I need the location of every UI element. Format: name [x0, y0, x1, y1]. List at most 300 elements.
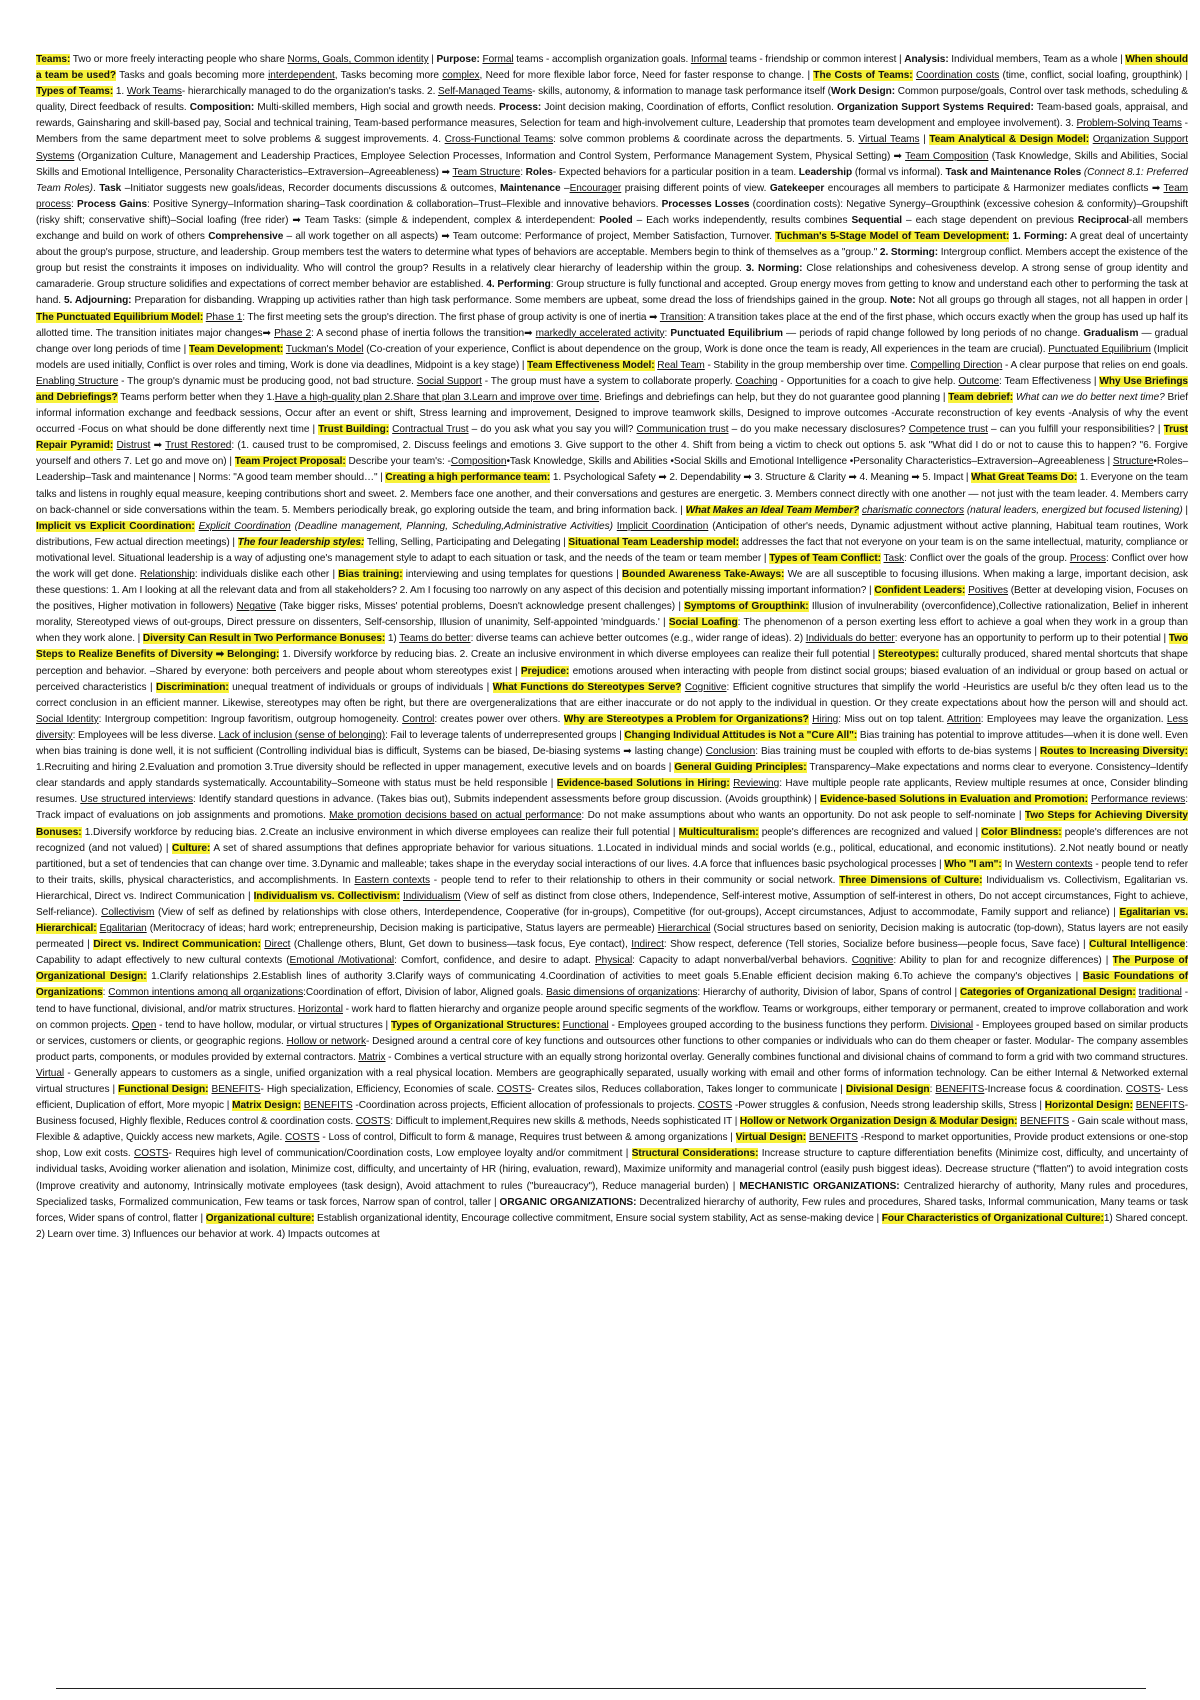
body-text: 1. Psychological Safety ➡ 2. Dependability ➡ 3. Structure & Clarity ➡ 4. Meaning ➡ 5. Impact | — [550, 472, 972, 484]
section-heading: Diversity Can Result in Two Performance Bonuses: — [142, 633, 386, 645]
body-text: — gradual change over long periods of time | — [36, 327, 1188, 355]
emphasized-text: Virtual Teams — [858, 134, 920, 146]
emphasized-text: Reviewing — [733, 778, 780, 790]
emphasized-text: interdependent — [268, 70, 335, 82]
section-heading: Three Dimensions of Culture: — [839, 874, 983, 886]
emphasized-text: Social Identity — [36, 713, 99, 725]
body-text: A great deal of uncertainty about the group's purpose, structure, and leadership. Group members test the waters to determine what types of behaviors are acceptable. Members begin to think of themselves as a "group." — [36, 231, 1188, 259]
section-heading: Team debrief: — [948, 391, 1014, 403]
notes-paragraph — [36, 52, 1188, 1243]
section-heading: Changing Individual Attitudes is Not a "Cure All": — [624, 729, 858, 741]
emphasized-text: Punctuated Equilibrium — [1048, 343, 1151, 355]
emphasized-text: Process Gains — [77, 198, 148, 210]
body-text: Two or more freely interacting people who share — [70, 54, 288, 65]
emphasized-text: Sequential — [851, 214, 903, 226]
section-heading: Functional Design: — [118, 1084, 209, 1095]
section-heading: Stereotypes: — [878, 649, 939, 661]
emphasized-text: Functional — [562, 1019, 609, 1031]
body-text: - skills, autonomy, & information to manage task performance itself ( — [532, 86, 831, 98]
body-text: - Employees grouped based on similar products or services, customers or clients, or geographic regions. — [36, 1019, 1188, 1047]
section-heading: Why are Stereotypes a Problem for Organizations? — [563, 713, 809, 725]
emphasized-text: Indirect — [631, 939, 664, 951]
emphasized-text: Eastern contexts — [354, 874, 430, 886]
body-text: (Take bigger risks, Misses' potential problems, Doesn't acknowledge present challenges) | — [275, 601, 685, 613]
body-text: : — [71, 198, 78, 210]
emphasized-text: 2. Storming: — [879, 247, 939, 259]
body-text: -all members exchange and build on work of others — [36, 214, 1189, 243]
body-text: teams - friendship or common interest | — [726, 54, 905, 65]
body-text: - Less efficient, Duplication of effort, More myopic | — [36, 1084, 1188, 1112]
cheat-sheet-text — [36, 52, 1188, 1243]
emphasized-text: Positives — [968, 585, 1009, 597]
section-heading: Implicit vs Explicit Coordination: — [36, 520, 195, 532]
body-text: Preparation for disbanding. Wrapping up activities rather than high task performance. Some members are upbeat, some dread the loss of friendships gained in the group. — [131, 295, 890, 307]
body-text: (View of self as defined by relationships with close others, Interdependence, Cooperative (for in-groups), Competitive (for out-groups), Accept circumstances, Adjust to accommodate, Family support and reliance) | — [154, 906, 1120, 918]
body-text: : The first meeting sets the group's direction. The first phase of group activity is one of inertia ➡ — [242, 311, 660, 323]
section-heading: Two Steps to Realize Benefits of Diversity ➡ Belonging: — [36, 633, 1188, 661]
emphasized-text: Phase 2 — [274, 327, 312, 339]
emphasized-text: BENEFITS — [1135, 1100, 1185, 1112]
body-text: - A clear purpose that relies on end goals. — [1002, 359, 1188, 371]
body-text: : Have multiple people rate applicants, Review multiple resumes at once, Consider blinding resumes. — [36, 778, 1189, 806]
emphasized-text: COSTS — [496, 1084, 532, 1095]
body-text: 1) Shared concept. 2) Learn over time. 3) Influences our behavior at work. 4) Impacts outcomes at — [36, 1212, 1188, 1240]
section-heading: Color Blindness: — [981, 826, 1062, 838]
body-text: (Challenge others, Blunt, Get down to business—task focus, Eye contact), — [290, 939, 632, 951]
emphasized-text: Virtual — [36, 1067, 65, 1079]
body-text: – do you ask what you say you will? — [468, 424, 637, 436]
emphasized-text: markedly accelerated activity — [535, 327, 665, 339]
section-heading: Categories of Organizational Design: — [959, 987, 1136, 999]
section-heading: Culture: — [172, 842, 211, 854]
body-text: (time, conflict, social loafing, groupthink) | — [999, 70, 1188, 82]
emphasized-text: Work Teams — [126, 86, 182, 98]
section-heading: Virtual Design: — [735, 1132, 807, 1144]
body-text: : Hierarchy of authority, Division of labor, Spans of control | — [697, 987, 960, 999]
emphasized-text: Work Design: — [830, 86, 896, 98]
body-text: Telling, Selling, Participating and Delegating | — [364, 536, 569, 548]
emphasized-text: Outcome — [958, 375, 1000, 387]
body-text: (Anticipation of other's needs, Dynamic adjustment without active planning, Habitual team routines, Work distributions, Few actual direction meetings) | — [36, 520, 1188, 548]
section-heading: Why Use Briefings and Debriefings? — [36, 375, 1188, 403]
body-text: : Employees will be less diverse. — [72, 729, 219, 741]
body-text: - The group's dynamic must be producing good, not bad structure. — [118, 375, 417, 387]
body-text: - work hard to flatten hierarchy and organize people around specific segments of the workflow. Teams or workgroups, either temporary or permanent, created to improve collaboration and work on common projects. — [36, 1003, 1188, 1031]
body-text: : — [102, 987, 109, 999]
body-text: , Need for more flexible labor force, Need for faster response to change. | — [479, 70, 814, 82]
emphasized-text: Relationship — [139, 569, 195, 580]
emphasized-text: Compelling Direction — [910, 359, 1003, 371]
body-text: : Team Effectiveness | — [999, 375, 1100, 387]
section-heading: What Makes an Ideal Team Member? — [685, 504, 860, 516]
body-text: : — [520, 166, 526, 178]
section-heading: Two Steps for Achieving Diversity Bonuses: — [36, 810, 1188, 838]
body-text: : Do not make assumptions about who wants an opportunity. Do not ask people to self-nominate | — [581, 810, 1025, 822]
body-text: | — [428, 54, 437, 65]
emphasized-text: Have a high-quality plan 2.Share that plan 3.Learn and improve over time — [274, 391, 600, 403]
emphasized-text: COSTS — [285, 1132, 320, 1144]
emphasized-text: Maintenance — [499, 182, 561, 194]
body-text: : individuals dislike each other | — [194, 569, 339, 580]
body-text: : Conflict over the goals of the group. — [904, 552, 1070, 564]
emphasized-text: Purpose: — [436, 54, 480, 65]
section-heading: Types of Team Conflict: — [769, 552, 881, 564]
body-text: : creates power over others. — [434, 713, 564, 725]
emphasized-text: Contractual Trust — [392, 424, 469, 436]
body-text: –Initiator suggests new goals/ideas, Recorder documents discussions & outcomes, — [121, 182, 500, 194]
body-text: Brief informal information exchange and feedback sessions, Occur after an event or shift, Stress learning and improvement, Designed to improve teamwork skills, Designed to improve outcomes -Accurate reconstruction of key events -Analysis of why the event occurred -Focus on what should be done differently next time | — [36, 391, 1189, 436]
section-heading: Team Project Proposal: — [234, 456, 346, 468]
body-text: : Difficult to implement,Requires new skills & methods, Needs sophisticated IT | — [390, 1116, 740, 1128]
emphasized-text: Cognitive — [851, 955, 894, 967]
body-text: (Social structures based on seniority, Decision making is autocratic (top-down), Status layers are not easily permeated | — [36, 923, 1188, 951]
section-heading: Evidence-based Solutions in Evaluation and Promotion: — [820, 794, 1088, 806]
emphasized-text: BENEFITS — [808, 1132, 858, 1144]
emphasized-text: Pooled — [599, 214, 633, 226]
body-text: - High specialization, Efficiency, Economies of scale. — [260, 1084, 497, 1095]
body-text: : Miss out on top talent. — [838, 713, 948, 725]
emphasized-text: Reciprocal — [1077, 214, 1130, 226]
body-text: 1. Everyone on the team talks and listens in roughly equal measure, keeping contributions short and sweet. 2. Members face one another, and their conversations and gestures are energetic. 3. Members connect directly with one another — not just with the team leader. 4. Members carry on back-channel or side conversations within the team. 5. Members periodically break, go exploring outside the team, and bring information back. | — [36, 472, 1188, 516]
body-text: (Task Knowledge, Skills and Abilities, Social Skills and Emotional Intelligence, Personality Characteristics–Extraversion–Agreeableness) ➡ — [36, 150, 1189, 178]
body-text: : Show respect, deference (Tell stories, Socialize before business—people focus, Save face) | — [663, 939, 1090, 951]
emphasized-text: MECHANISTIC ORGANIZATIONS: — [739, 1180, 900, 1192]
emphasized-text: Formal — [482, 54, 514, 65]
emphasized-text: Lack of inclusion (sense of belonging) — [218, 729, 386, 741]
body-text: :Coordination of effort, Division of labor, Aligned goals. — [303, 987, 547, 999]
emphasized-text: 5. Adjourning: — [63, 295, 132, 307]
emphasized-text: Negative — [236, 601, 276, 613]
body-text: •Roles–Leadership–Task and maintenance | Norms: "A good team member should…" | — [36, 456, 1189, 484]
emphasized-text: Performance reviews — [1091, 794, 1186, 806]
emphasized-text: Organization Support Systems — [36, 134, 1188, 162]
body-text: : The phenomenon of a person exerting less effort to achieve a goal when they work in a group than when they work alone. | — [36, 617, 1188, 645]
body-text: Transparency–Make expectations and norms clear to everyone. Consistency–Identify clear standards and apply standards systematically. Accountability–Someone with status must be held responsible | — [36, 762, 1189, 790]
body-text: people's differences are not recognized (and not valued) | — [36, 826, 1188, 854]
emphasized-text: Common intentions among all organizations — [108, 987, 304, 999]
emphasized-text: Analysis: — [904, 54, 949, 65]
body-text: - tend to have hollow, modular, or virtual structures | — [156, 1019, 391, 1031]
body-text: (Co-creation of your experience, Conflict is about dependence on the group, Work is done once the team is ready, All experiences in the team are crucial). — [363, 343, 1049, 355]
emphasized-text: 3. Norming: — [745, 263, 803, 275]
emphasized-text: Team process — [36, 182, 1189, 210]
emphasized-text: Problem-Solving Teams — [1076, 118, 1182, 130]
body-text: ➡ — [150, 440, 166, 452]
body-text: : Conflict over how the work will get done. — [36, 552, 1188, 580]
body-text: | — [1182, 504, 1188, 516]
section-heading: Bounded Awareness Take-Aways: — [621, 569, 785, 580]
body-text: 1.Diversify workforce by reducing bias. 2.Create an inclusive environment in which diverse employees can realize their full potential | — [81, 826, 679, 838]
section-heading: Organizational culture: — [205, 1212, 315, 1224]
body-text: people's differences are recognized and valued | — [758, 826, 982, 838]
section-heading: Cultural Intelligence — [1089, 939, 1186, 951]
emphasized-text: Distrust — [116, 440, 151, 452]
body-text: unequal treatment of individuals or groups of individuals | — [228, 681, 493, 693]
emphasized-text: Note: — [889, 295, 916, 307]
emphasized-text: Team Structure — [452, 166, 521, 178]
emphasized-text: Roles — [525, 166, 553, 178]
body-text: : Capability to adapt effectively to new cultural contexts ( — [36, 939, 1188, 967]
body-text: Illusion of invulnerability (overconfidence),Collective rationalization, Belief in inherent morality, Stereotyped views of out-groups, Direct pressure on dissenters, Self-censorship, Illusion of unanimity, Self-appointed 'mindguards.' | — [36, 601, 1189, 629]
body-text: – all work together on all aspects) ➡ Team outcome: Performance of project, Member Satisfaction, Turnover. — [283, 231, 776, 243]
body-text: : Intergroup competition: Ingroup favoritism, outgroup homogeneity. — [98, 713, 403, 725]
body-text: Multi-skilled members, High social and growth needs. — [254, 102, 499, 114]
body-text: - Opportunities for a coach to give help. — [777, 375, 959, 387]
emphasized-text: Emotional /Motivational — [289, 955, 395, 967]
emphasized-text: Basic dimensions of organizations — [546, 987, 698, 999]
section-heading: Individualism vs. Collectivism: — [253, 890, 400, 902]
emphasized-text: charismatic connectors — [861, 504, 965, 516]
emphasized-text: (natural leaders, energized but focused listening) — [966, 504, 1183, 516]
body-text: - Members from the same department meet to solve problems & suggest improvements. 4. — [36, 118, 1188, 146]
body-text: 1.Clarify relationships 2.Establish lines of authority 3.Clarify ways of communicating 4.Coordination of activities to meet goals 5.Enable efficient decision making 6.To achieve the company's objectives | — [146, 971, 1083, 983]
emphasized-text: Implicit Coordination — [616, 520, 709, 532]
emphasized-text: Direct — [264, 939, 291, 951]
body-text: encourages all members to participate & Harmonizer mediates conflicts ➡ — [824, 182, 1164, 194]
body-text: Close relationships and cohesiveness develop. A strong sense of group identity and camaraderie. Group structure solidifies and expectations of correct member behavior are established. — [36, 263, 1189, 291]
emphasized-text: Teams do better — [399, 633, 471, 645]
body-text: 1. Diversify workforce by reducing bias. 2. Create an inclusive environment in which diverse employees can realize their full potential | — [279, 649, 879, 661]
body-text: : Group structure is fully functional and accepted. Group energy moves from getting to know and understand each other to performing the task at hand. — [36, 279, 1188, 307]
section-heading: Bias training: — [338, 569, 403, 580]
emphasized-text: Communication trust — [636, 424, 729, 436]
emphasized-text: Processes Losses — [661, 198, 750, 210]
section-heading: Symptoms of Groupthink: — [684, 601, 809, 613]
body-text: | — [919, 134, 930, 146]
body-text: teams - accomplish organization goals. — [513, 54, 691, 65]
section-heading: Social Loafing — [668, 617, 738, 629]
body-text: (coordination costs): Negative Synergy–Groupthink (excessive cohesion & conformity)–Groupshift (risky shift; conservative shift)–Social loafing (free rider) ➡ Team Tasks: (simple & independent, complex & interdependent: — [36, 198, 1188, 226]
emphasized-text: Coordination costs — [915, 70, 1000, 82]
section-heading: Situational Team Leadership model: — [568, 536, 739, 548]
section-heading: Horizontal Design: — [1044, 1100, 1133, 1112]
body-text: 1. — [113, 86, 127, 98]
emphasized-text: Make promotion decisions based on actual performance — [329, 810, 582, 822]
section-heading: The four leadership styles: — [237, 536, 365, 548]
body-text: Individual members, Team as a whole | — [948, 54, 1126, 65]
section-heading: Prejudice: — [520, 665, 570, 677]
body-text: -Coordination across projects, Efficient allocation of professionals to projects. — [352, 1100, 698, 1112]
body-text: – — [560, 182, 570, 194]
body-text: : — [929, 1084, 936, 1095]
emphasized-text: Horizontal — [298, 1003, 343, 1015]
section-heading: Types of Teams: — [36, 86, 114, 98]
emphasized-text: Coaching — [735, 375, 778, 387]
body-text: In — [1001, 858, 1016, 870]
body-text: : Capacity to adapt nonverbal/verbal behaviors. — [632, 955, 852, 967]
emphasized-text: (Connect 8.1: Preferred Team Roles) — [36, 166, 1188, 194]
body-text: A set of shared assumptions that defines appropriate behavior for various situations. 1.Located in individual minds and social worlds (e.g., political, educational, and economic institutions). 2.Not neatly bound or neatly partitioned, but a set of tendencies that can change over time. 3.Dynamic and malleable; takes shape in the everyday social interactions of our lives. 4.A force that influences basic psychological processes | — [36, 842, 1188, 870]
body-text: - Requires high level of communication/Coordination costs, Low employee loyalty and/or commitment | — [168, 1148, 632, 1160]
body-text: - people tend to refer to their relationship to others in their community or social network. — [429, 874, 840, 886]
emphasized-text: Task — [883, 552, 905, 564]
section-heading: When should a team be used? — [36, 54, 1188, 82]
section-heading: Discrimination: — [155, 681, 229, 693]
emphasized-text: Competence trust — [908, 424, 988, 436]
section-heading: Teams: — [36, 54, 71, 65]
body-text: Not all groups go through all stages, not all happen in order | — [915, 295, 1188, 307]
section-heading: Direct vs. Indirect Communication: — [93, 939, 261, 951]
body-text: : Fail to leverage talents of underrepresented groups | — [385, 729, 625, 741]
body-text: Teams perform better when they 1. — [117, 391, 275, 403]
body-text: — periods of rapid change followed by long periods of no change. — [782, 327, 1084, 339]
emphasized-text: COSTS — [1125, 1084, 1161, 1095]
emphasized-text: Egalitarian — [99, 923, 147, 935]
body-text: - Designed around a central core of key functions and outsources other functions to other companies or individuals who can do them cheaper or faster. Modular- The company assembles product parts, components, or modules provided by external contractors. — [36, 1035, 1189, 1063]
body-text: praising different points of view. — [621, 182, 770, 194]
emphasized-text: Composition: — [189, 102, 255, 114]
section-heading: Team Analytical & Design Model: — [929, 134, 1090, 146]
body-text: •Task Knowledge, Skills and Abilities •Social Skills and Emotional Intelligence •Personality Characteristics–Extraversion–Agreeableness | — [506, 456, 1113, 468]
emphasized-text: complex — [442, 70, 480, 82]
body-text: Bias training has potential to improve attitudes—when it is done well. Even when bias training is done well, it is not sufficient (Controlling individual bias is difficult, Systems can be biased, De-biasing systems ➡ lasting change) — [36, 729, 1188, 758]
emphasized-text: 1. Forming: — [1012, 231, 1068, 243]
body-text: - Generally appears to customers as a single, unified organization with a real physical location. Members are geographically separated, usually working with email and other forms of information technology. Can be either Internal & Networked external virtual structures | — [36, 1067, 1188, 1095]
section-heading: Creating a high performance team: — [385, 472, 551, 484]
body-text: : A transition takes place at the end of the first phase, which occurs exactly when the group has used up half its allotted time. The transition initiates major changes➡ — [36, 311, 1188, 339]
body-text: : Bias training must be coupled with efforts to de-bias systems | — [755, 746, 1041, 758]
body-text: -Respond to market opportunities, Provide product extensions or one-stop shop, Low exit costs. — [36, 1132, 1188, 1160]
body-text: : (1. caused trust to be compromised, 2. Discuss feelings and emotions 3. Give support to the other 4. Shift from being a victim to check out options 5. ask "What did I do or not to cause this to happen? "6. Forgive yourself and others 7. Let go and move on) | — [36, 440, 1189, 468]
section-heading: The Costs of Teams: — [813, 70, 913, 82]
section-heading: Tuchman's 5-Stage Model of Team Development: — [775, 231, 1010, 243]
emphasized-text: Cross-Functional Teams — [444, 134, 554, 146]
emphasized-text: Tuckman's Model — [285, 343, 364, 355]
body-text: 1.Recruiting and hiring 2.Evaluation and promotion 3.True diversity should be reflected in upper management, executive levels and on boards | — [36, 762, 675, 774]
emphasized-text: Explicit Coordination — [198, 520, 291, 532]
body-text: (View of self as distinct from close others, Independence, Self-interest motive, Assumption of self-interest in others, Do not accept circumstances, Fight to achieve, Self-reliance). — [36, 890, 1188, 918]
body-text: -Increase focus & coordination. — [984, 1084, 1126, 1095]
body-text: – can you fulfill your responsibilities? | — [987, 424, 1164, 436]
body-text: emotions aroused when interacting with people from distinct social groups; biased evaluation of an individual or group based on actual or perceived characteristics | — [36, 665, 1189, 693]
section-heading: Divisional Design — [845, 1084, 930, 1095]
section-heading: Team Effectiveness Model: — [527, 359, 655, 371]
emphasized-text: What can we do better next time? — [1015, 391, 1165, 403]
body-text: Increase structure to capture differentiation benefits (Minimize cost, difficulty, and uncertainty of individual tasks, Avoiding worker alienation and isolation, Minimize cost, difficulty, and uncertainty of HR (hiring, evaluation, reward), Maximize uniformity and managerial control (easily push biggest ideas). Decrease structure ("flatten") to avoid integration costs (Improve creativity and autonomy, Intrinsically motivate employees (task design), Avoid attachment to rules ("bureaucracy"), Reduce managerial burden) | — [36, 1148, 1188, 1192]
emphasized-text: Gatekeeper — [769, 182, 825, 194]
body-text: - Expected behaviors for a particular position in a team. — [552, 166, 799, 178]
emphasized-text: Self-Managed Teams — [437, 86, 533, 98]
body-text: - The group must have a system to collaborate properly. — [481, 375, 736, 387]
emphasized-text: Physical — [594, 955, 633, 967]
emphasized-text: Organization Support Systems Required: — [837, 102, 1034, 114]
emphasized-text: ORGANIC ORGANIZATIONS: — [499, 1196, 637, 1208]
emphasized-text: Task — [99, 182, 122, 194]
emphasized-text: Less diversity — [36, 713, 1188, 741]
emphasized-text: Informal — [690, 54, 727, 65]
body-text: : Ability to plan for and recognize differences) | — [893, 955, 1113, 967]
body-text: Team-based goals, appraisal, and rewards, Gainsharing and skill-based pay, Social and technical training, Team-based performance measures, Selection for team and high-involvement culture, Leadership that promotes team development and employee involvement). 3. — [36, 102, 1188, 130]
body-text: : Employees may leave the organization. — [980, 713, 1167, 725]
emphasized-text: BENEFITS — [303, 1100, 353, 1112]
section-heading: Basic Foundations of Organizations — [36, 971, 1189, 999]
emphasized-text: Use structured interviews — [80, 794, 194, 806]
emphasized-text: traditional — [1138, 987, 1182, 999]
section-heading: Trust Repair Pyramid: — [36, 424, 1188, 452]
emphasized-text: Open — [131, 1019, 157, 1031]
body-text: Common purpose/goals, Control over task methods, scheduling & quality, Direct feedback of results. — [36, 86, 1188, 114]
emphasized-text: Trust Restored — [165, 440, 232, 452]
body-text: addresses the fact that not everyone on your team is on the same intellectual, maturity, compliance or motivational level. Situational leadership is a way of adjusting one's management style to adapt to each situation or task, and the needs of the team or team member | — [36, 536, 1189, 564]
body-text: : diverse teams can achieve better outcomes (e.g., wider range of ideas). 2) — [470, 633, 806, 645]
section-heading: Matrix Design: — [232, 1100, 301, 1112]
body-text: Establish organizational identity, Encourage collective commitment, Ensure social system stability, Act as sense-making device | — [314, 1212, 882, 1224]
emphasized-text: Conclusion — [705, 746, 756, 758]
emphasized-text: Hollow or network — [286, 1035, 366, 1047]
emphasized-text: BENEFITS — [1020, 1116, 1070, 1128]
body-text: : Comfort, confidence, and desire to adapt. — [394, 955, 595, 967]
body-text: Intergroup conflict. Members accept the existence of the group but resist the constraints it imposes on individuality. Who will control the group? Results in a relatively clear hierarchy of leadership within the group. — [36, 247, 1188, 275]
emphasized-text: Gradualism — [1083, 327, 1139, 339]
emphasized-text: Hierarchical — [657, 923, 711, 935]
body-text: Describe your team's: - — [345, 456, 451, 468]
emphasized-text: Control — [402, 713, 435, 725]
body-text: - Employees grouped according to the business functions they perform. — [608, 1019, 931, 1031]
emphasized-text: Divisional — [930, 1019, 974, 1031]
emphasized-text: Individualism — [402, 890, 461, 902]
body-text: Centralized hierarchy of authority, Many rules and procedures, Specialized tasks, Formalized communication, Few teams or task forces, Narrow span of control, taller | — [36, 1180, 1188, 1208]
body-text: : everyone has an opportunity to perform up to their potential | — [894, 633, 1169, 645]
emphasized-text: Punctuated Equilibrium — [670, 327, 783, 339]
body-text: (Implicit models are used initially, Conflict is over roles and timing, Work is done via deadlines, Midpoint is a key stage) | — [36, 343, 1188, 371]
body-text: : solve common problems & coordinate across the departments. 5. — [553, 134, 859, 146]
body-text: (formal vs informal). — [852, 166, 946, 178]
emphasized-text: COSTS — [133, 1148, 169, 1160]
emphasized-text: Individuals do better — [805, 633, 895, 645]
section-heading: Egalitarian vs. Hierarchical: — [36, 906, 1188, 935]
section-heading: What Great Teams Do: — [971, 472, 1078, 484]
body-text: – each stage dependent on previous — [902, 214, 1078, 226]
emphasized-text: Matrix — [358, 1051, 386, 1063]
body-text: – do you make necessary disclosures? — [728, 424, 909, 436]
emphasized-text: Real Team — [657, 359, 705, 371]
body-text: . — [92, 182, 100, 194]
body-text: : — [664, 327, 671, 339]
section-heading: Four Characteristics of Organizational Culture: — [881, 1212, 1104, 1224]
emphasized-text: COSTS — [697, 1100, 733, 1112]
body-text: interviewing and using templates for questions | — [402, 569, 622, 580]
section-heading: Evidence-based Solutions in Hiring: — [556, 778, 730, 790]
section-heading: Team Development: — [188, 343, 284, 355]
body-text: , Tasks becoming more — [334, 70, 443, 82]
emphasized-text: Enabling Structure — [36, 375, 119, 387]
body-text: - tend to have functional, divisional, and/or matrix structures. — [36, 987, 1189, 1015]
section-heading: Types of Organizational Structures: — [390, 1019, 560, 1031]
body-text: : Track impact of evaluations on job assignments and promotions. — [36, 794, 1188, 822]
body-text: : A second phase of inertia follows the transition➡ — [311, 327, 536, 339]
emphasized-text: BENEFITS — [935, 1084, 985, 1095]
section-heading: Multiculturalism: — [678, 826, 759, 838]
emphasized-text: Western contexts — [1015, 858, 1093, 870]
section-heading: Hollow or Network Organization Design & Modular Design: — [739, 1116, 1018, 1128]
emphasized-text: Process: — [498, 102, 542, 114]
emphasized-text: (Deadline management, Planning, Scheduling,Administrative Activities) — [294, 520, 613, 532]
body-text: (Meritocracy of ideas; hard work; entrepreneurship, Decision making is participative, Status layers are permeable) — [146, 923, 658, 935]
emphasized-text: Collectivism — [101, 906, 155, 918]
body-text: Individualism vs. Collectivism, Egalitarian vs. Hierarchical, Direct vs. Indirect Communication | — [36, 874, 1188, 902]
body-text: (Better at developing vision, Focuses on the positives, Higher motivation in followers) — [36, 585, 1188, 613]
bottom-divider-line — [56, 1688, 1146, 1689]
emphasized-text: Composition — [450, 456, 507, 468]
emphasized-text: Encourager — [569, 182, 622, 194]
body-text: Joint decision making, Coordination of efforts, Conflict resolution. — [541, 102, 838, 114]
body-text: culturally produced, shared mental shortcuts that shape perception and behavior. –Shared by everyone: both perceivers and people about whom stereotypes exist | — [36, 649, 1188, 677]
emphasized-text: COSTS — [355, 1116, 391, 1128]
section-heading: Trust Building: — [318, 424, 390, 436]
emphasized-text: Task and Maintenance Roles — [945, 166, 1082, 178]
section-heading: What Functions do Stereotypes Serve? — [492, 681, 682, 693]
body-text: (Organization Culture, Management and Leadership Practices, Employee Selection Processes, Information and Control System, Performance Management System, Physical Setting) ➡ — [74, 150, 906, 162]
